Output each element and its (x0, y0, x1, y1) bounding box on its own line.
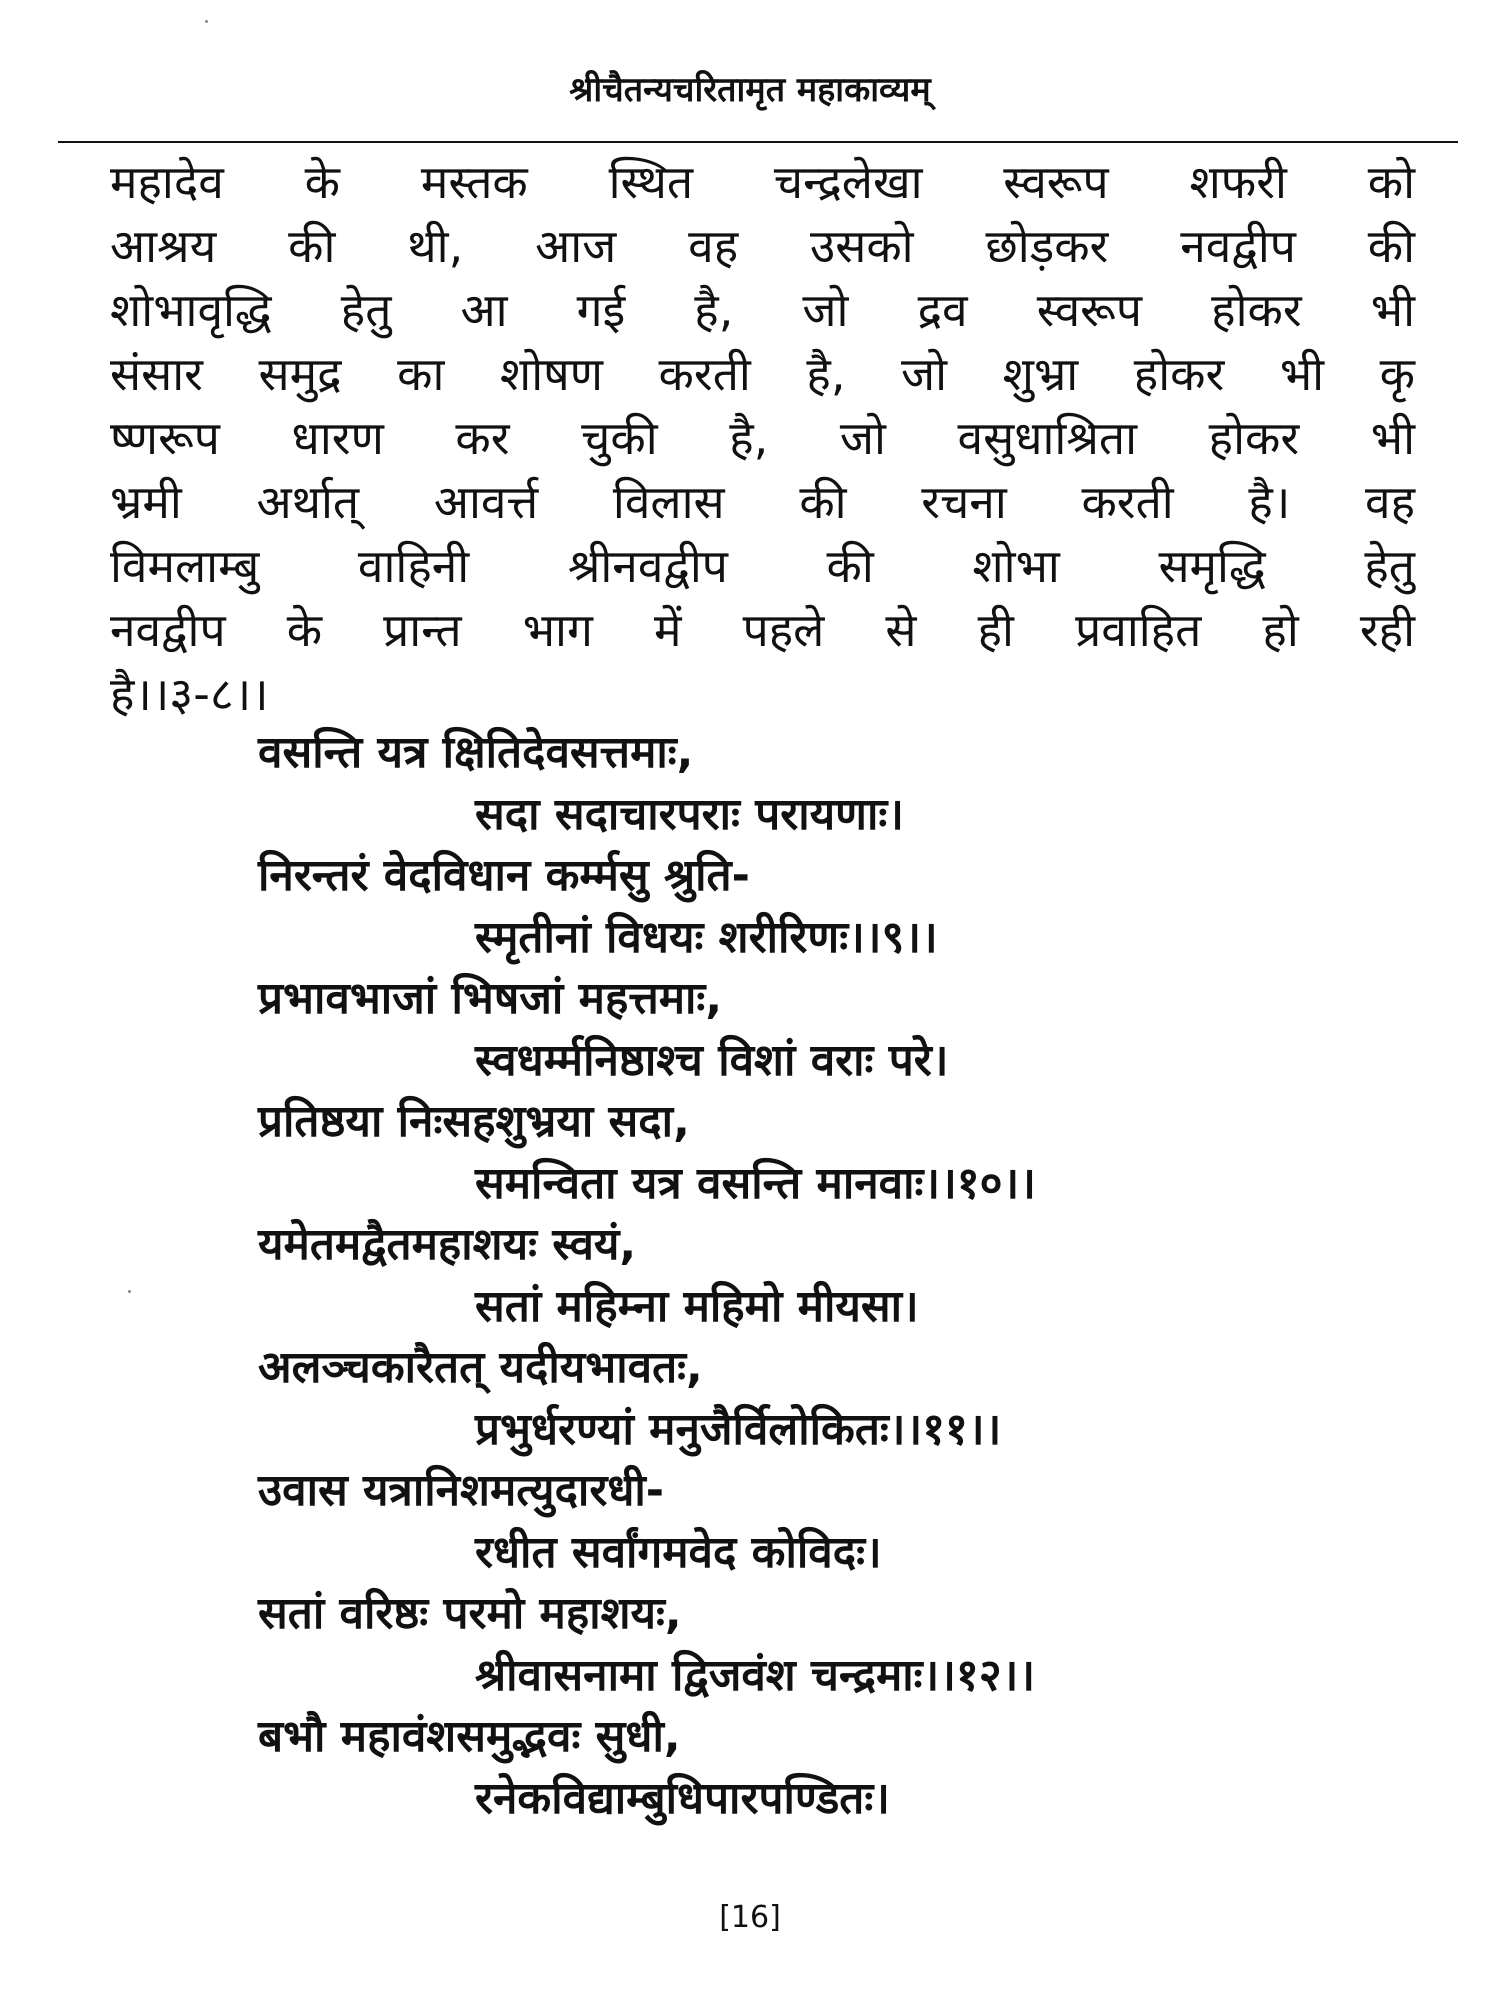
verse-line-second-half: प्रभुर्धरण्यां मनुजैर्विलोकितः।।११।। (475, 1403, 1002, 1455)
verse-line-first-half: प्रतिष्ठया निःसहशुभ्रया सदा, (258, 1096, 690, 1147)
verse-line-first-half: अलञ्चकारैतत् यदीयभावतः, (258, 1342, 703, 1393)
verse-line-second-half: सतां महिम्ना महिमो मीयसा। (475, 1280, 919, 1332)
verse-line-second-half: रधीत सर्वांगमवेद कोविदः। (475, 1526, 882, 1578)
running-header-title: श्रीचैतन्यचरितामृत महाकाव्यम् (569, 70, 931, 110)
verse-line-first-half: निरन्तरं वेदविधान कर्म्मसु श्रुति- (258, 850, 750, 901)
verse-line-second-half: रनेकविद्याम्बुधिपारपण्डितः। (475, 1772, 890, 1824)
prose-paragraph (110, 150, 1415, 726)
verse-line-first-half: उवास यत्रानिशमत्युदारधी- (258, 1465, 665, 1516)
verse-line-second-half: स्मृतीनां विधयः शरीरिणः।।९।। (475, 911, 938, 963)
prose-line: नवद्वीप के प्रान्त भाग में पहले से ही प्रवाहित हो रही (110, 603, 1415, 657)
verse-line-second-half: श्रीवासनामा द्विजवंश चन्द्रमाः।।१२।। (475, 1649, 1035, 1701)
verse-line-second-half: स्वधर्म्मनिष्ठाश्च विशां वराः परे। (475, 1034, 949, 1086)
prose-line-verse-reference: है।।३-८।। (110, 667, 269, 721)
prose-line: ष्णरूप धारण कर चुकी है, जो वसुधाश्रिता होकर भी (110, 411, 1415, 465)
prose-line: शोभावृद्धि हेतु आ गई है, जो द्रव स्वरूप होकर भी (110, 283, 1415, 337)
prose-line: महादेव के मस्तक स्थित चन्द्रलेखा स्वरूप शफरी को (110, 155, 1415, 209)
prose-line: विमलाम्बु वाहिनी श्रीनवद्वीप की शोभा समृद्धि हेतु (110, 539, 1415, 593)
sanskrit-verses (0, 722, 1500, 1829)
header-divider (58, 141, 1458, 143)
verse-line-first-half: यमेतमद्वैतमहाशयः स्वयं, (258, 1219, 637, 1270)
scan-speck (205, 20, 208, 23)
scan-speck (128, 1290, 131, 1293)
prose-line: आश्रय की थी, आज वह उसको छोड़कर नवद्वीप की (110, 219, 1415, 273)
verse-line-second-half: समन्विता यत्र वसन्ति मानवाः।।१०।। (475, 1157, 1036, 1209)
verse-line-first-half: वसन्ति यत्र क्षितिदेवसत्तमाः, (258, 727, 694, 778)
verse-line-first-half: सतां वरिष्ठः परमो महाशयः, (258, 1588, 682, 1639)
verse-line-first-half: बभौ महावंशसमुद्भवः सुधी, (258, 1711, 681, 1762)
verse-line-first-half: प्रभावभाजां भिषजां महत्तमाः, (258, 973, 723, 1024)
page-number: [16] (719, 1900, 781, 1935)
verse-line-second-half: सदा सदाचारपराः परायणाः। (475, 788, 904, 840)
prose-line: भ्रमी अर्थात् आवर्त्त विलास की रचना करती है। वह (110, 475, 1415, 529)
prose-line: संसार समुद्र का शोषण करती है, जो शुभ्रा होकर भी कृ (110, 347, 1415, 401)
